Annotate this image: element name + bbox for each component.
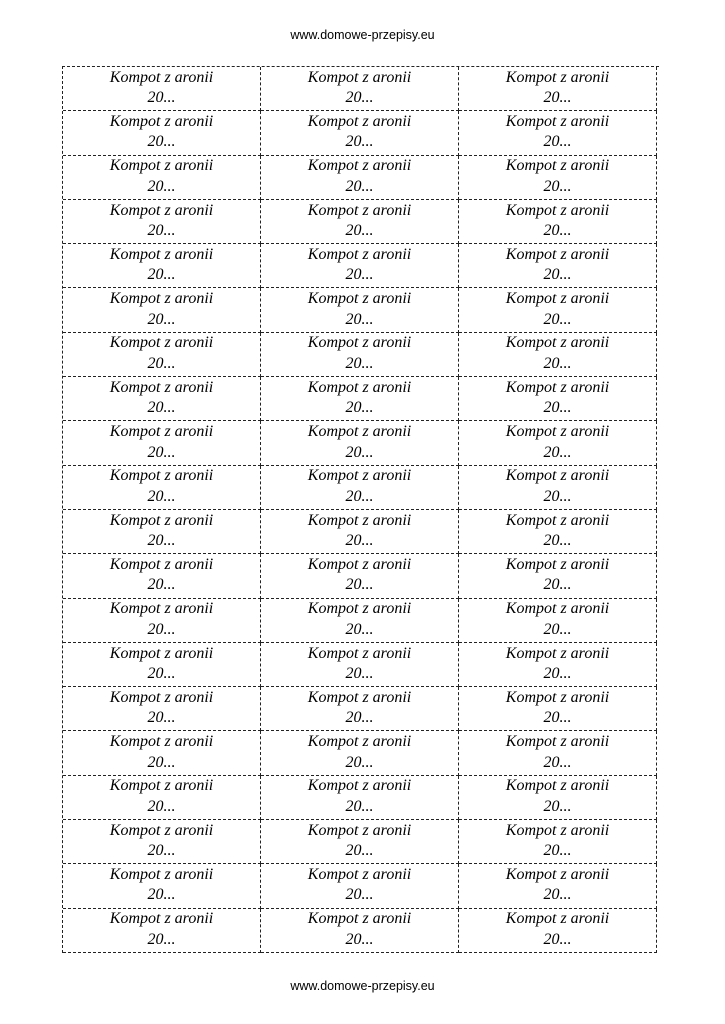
label-product-name: Kompot z aronii — [505, 865, 610, 883]
label-year: 20... — [147, 310, 176, 328]
label-product-name: Kompot z aronii — [109, 467, 214, 485]
label-year: 20... — [543, 222, 572, 240]
jar-label — [459, 554, 657, 598]
jar-label — [63, 643, 261, 687]
label-product-name: Kompot z aronii — [505, 777, 610, 795]
label-year: 20... — [345, 930, 374, 948]
jar-label — [261, 200, 459, 244]
label-year: 20... — [345, 842, 374, 860]
jar-label — [261, 466, 459, 510]
jar-label — [63, 111, 261, 155]
label-product-name: Kompot z aronii — [307, 865, 412, 883]
label-year: 20... — [543, 354, 572, 372]
jar-label — [459, 200, 657, 244]
label-product-name: Kompot z aronii — [307, 423, 412, 441]
jar-label — [63, 731, 261, 775]
label-year: 20... — [543, 709, 572, 727]
label-sheet — [62, 66, 659, 953]
label-product-name: Kompot z aronii — [109, 378, 214, 396]
label-year: 20... — [543, 842, 572, 860]
label-year: 20... — [147, 930, 176, 948]
label-year: 20... — [543, 532, 572, 550]
label-year: 20... — [543, 266, 572, 284]
label-year: 20... — [543, 797, 572, 815]
label-year: 20... — [543, 665, 572, 682]
jar-label — [459, 156, 657, 200]
label-product-name: Kompot z aronii — [307, 290, 412, 308]
jar-label — [261, 67, 459, 111]
jar-label — [261, 776, 459, 820]
label-year: 20... — [345, 399, 374, 417]
label-year: 20... — [345, 532, 374, 550]
label-year: 20... — [147, 620, 176, 638]
header-website: www.domowe-przepisy.eu — [290, 28, 435, 42]
jar-label — [63, 67, 261, 111]
jar-label — [261, 156, 459, 200]
jar-label — [459, 776, 657, 820]
label-year: 20... — [147, 665, 176, 682]
label-product-name: Kompot z aronii — [307, 511, 412, 529]
label-year: 20... — [147, 222, 176, 240]
jar-label — [459, 731, 657, 775]
label-year: 20... — [147, 753, 176, 771]
jar-label — [261, 421, 459, 465]
label-product-name: Kompot z aronii — [307, 733, 412, 751]
label-year: 20... — [345, 576, 374, 594]
jar-label — [261, 864, 459, 908]
label-year: 20... — [543, 443, 572, 461]
label-product-name: Kompot z aronii — [505, 245, 610, 263]
jar-label — [261, 244, 459, 288]
label-product-name: Kompot z aronii — [505, 733, 610, 751]
jar-label — [63, 510, 261, 554]
jar-label — [459, 643, 657, 687]
label-year: 20... — [147, 89, 176, 107]
label-product-name: Kompot z aronii — [307, 910, 412, 928]
label-year: 20... — [345, 89, 374, 107]
label-product-name: Kompot z aronii — [109, 733, 214, 751]
label-product-name: Kompot z aronii — [505, 467, 610, 485]
label-year: 20... — [543, 886, 572, 904]
label-product-name: Kompot z aronii — [307, 688, 412, 706]
label-year: 20... — [147, 487, 176, 505]
jar-label — [63, 776, 261, 820]
label-product-name: Kompot z aronii — [109, 201, 214, 219]
label-year: 20... — [543, 310, 572, 328]
label-product-name: Kompot z aronii — [505, 600, 610, 618]
label-year: 20... — [543, 930, 572, 948]
label-product-name: Kompot z aronii — [307, 600, 412, 618]
label-year: 20... — [345, 665, 374, 682]
label-product-name: Kompot z aronii — [109, 245, 214, 263]
jar-label — [63, 554, 261, 598]
label-product-name: Kompot z aronii — [505, 821, 610, 839]
jar-label — [459, 687, 657, 731]
label-year: 20... — [147, 886, 176, 904]
label-year: 20... — [345, 443, 374, 461]
label-year: 20... — [543, 753, 572, 771]
label-product-name: Kompot z aronii — [307, 777, 412, 795]
label-product-name: Kompot z aronii — [307, 644, 412, 662]
jar-label — [63, 156, 261, 200]
jar-label — [63, 820, 261, 864]
label-year: 20... — [147, 797, 176, 815]
jar-label — [261, 909, 459, 953]
label-product-name: Kompot z aronii — [505, 644, 610, 662]
label-year: 20... — [147, 709, 176, 727]
jar-label — [459, 111, 657, 155]
jar-label — [459, 333, 657, 377]
jar-label — [261, 111, 459, 155]
label-year: 20... — [543, 399, 572, 417]
label-product-name: Kompot z aronii — [109, 290, 214, 308]
jar-label — [63, 288, 261, 332]
label-product-name: Kompot z aronii — [109, 555, 214, 573]
label-product-name: Kompot z aronii — [307, 201, 412, 219]
label-year: 20... — [345, 266, 374, 284]
label-year: 20... — [345, 354, 374, 372]
label-year: 20... — [543, 177, 572, 195]
label-year: 20... — [345, 709, 374, 727]
label-product-name: Kompot z aronii — [109, 68, 214, 86]
label-product-name: Kompot z aronii — [109, 821, 214, 839]
jar-label — [261, 510, 459, 554]
label-product-name: Kompot z aronii — [109, 777, 214, 795]
label-year: 20... — [345, 310, 374, 328]
label-year: 20... — [147, 354, 176, 372]
label-year: 20... — [147, 177, 176, 195]
jar-label — [459, 510, 657, 554]
label-product-name: Kompot z aronii — [505, 688, 610, 706]
jar-label — [63, 864, 261, 908]
jar-label — [459, 421, 657, 465]
jar-label — [459, 377, 657, 421]
jar-label — [261, 731, 459, 775]
label-product-name: Kompot z aronii — [307, 157, 412, 175]
label-product-name: Kompot z aronii — [505, 112, 610, 130]
label-product-name: Kompot z aronii — [109, 157, 214, 175]
label-product-name: Kompot z aronii — [109, 865, 214, 883]
jar-label — [459, 864, 657, 908]
label-year: 20... — [345, 797, 374, 815]
jar-label — [261, 687, 459, 731]
label-year: 20... — [543, 576, 572, 594]
label-year: 20... — [147, 842, 176, 860]
label-year: 20... — [345, 222, 374, 240]
label-product-name: Kompot z aronii — [307, 245, 412, 263]
jar-label — [261, 599, 459, 643]
label-product-name: Kompot z aronii — [505, 378, 610, 396]
jar-label — [63, 466, 261, 510]
label-product-name: Kompot z aronii — [109, 600, 214, 618]
jar-label — [63, 599, 261, 643]
label-year: 20... — [543, 89, 572, 107]
jar-label — [261, 288, 459, 332]
label-year: 20... — [345, 177, 374, 195]
label-year: 20... — [147, 532, 176, 550]
label-product-name: Kompot z aronii — [307, 112, 412, 130]
jar-label — [63, 687, 261, 731]
jar-label — [459, 466, 657, 510]
jar-label — [261, 554, 459, 598]
label-product-name: Kompot z aronii — [307, 68, 412, 86]
label-product-name: Kompot z aronii — [505, 157, 610, 175]
label-product-name: Kompot z aronii — [505, 334, 610, 352]
label-product-name: Kompot z aronii — [109, 644, 214, 662]
label-product-name: Kompot z aronii — [109, 688, 214, 706]
jar-label — [63, 244, 261, 288]
jar-label — [63, 333, 261, 377]
label-product-name: Kompot z aronii — [505, 511, 610, 529]
label-year: 20... — [345, 886, 374, 904]
label-product-name: Kompot z aronii — [307, 334, 412, 352]
label-product-name: Kompot z aronii — [505, 423, 610, 441]
jar-label — [63, 909, 261, 953]
jar-label — [459, 288, 657, 332]
label-product-name: Kompot z aronii — [109, 334, 214, 352]
label-product-name: Kompot z aronii — [505, 910, 610, 928]
label-year: 20... — [345, 133, 374, 151]
label-product-name: Kompot z aronii — [505, 555, 610, 573]
jar-label — [459, 244, 657, 288]
label-product-name: Kompot z aronii — [505, 290, 610, 308]
jar-label — [459, 820, 657, 864]
jar-label — [261, 643, 459, 687]
label-product-name: Kompot z aronii — [505, 201, 610, 219]
label-product-name: Kompot z aronii — [307, 555, 412, 573]
label-year: 20... — [345, 753, 374, 771]
label-year: 20... — [345, 487, 374, 505]
label-year: 20... — [147, 399, 176, 417]
jar-label — [459, 909, 657, 953]
label-year: 20... — [147, 576, 176, 594]
label-year: 20... — [147, 266, 176, 284]
label-product-name: Kompot z aronii — [109, 112, 214, 130]
footer-website: www.domowe-przepisy.eu — [290, 979, 435, 993]
jar-label — [261, 333, 459, 377]
label-year: 20... — [147, 443, 176, 461]
label-product-name: Kompot z aronii — [307, 378, 412, 396]
jar-label — [261, 377, 459, 421]
jar-label — [63, 421, 261, 465]
label-product-name: Kompot z aronii — [109, 910, 214, 928]
label-product-name: Kompot z aronii — [109, 511, 214, 529]
jar-label — [63, 200, 261, 244]
label-product-name: Kompot z aronii — [109, 423, 214, 441]
label-product-name: Kompot z aronii — [307, 821, 412, 839]
label-year: 20... — [543, 487, 572, 505]
label-year: 20... — [543, 133, 572, 151]
jar-label — [261, 820, 459, 864]
label-product-name: Kompot z aronii — [307, 467, 412, 485]
label-year: 20... — [147, 133, 176, 151]
jar-label — [459, 67, 657, 111]
label-year: 20... — [345, 620, 374, 638]
label-product-name: Kompot z aronii — [505, 68, 610, 86]
label-year: 20... — [543, 620, 572, 638]
jar-label — [459, 599, 657, 643]
jar-label — [63, 377, 261, 421]
